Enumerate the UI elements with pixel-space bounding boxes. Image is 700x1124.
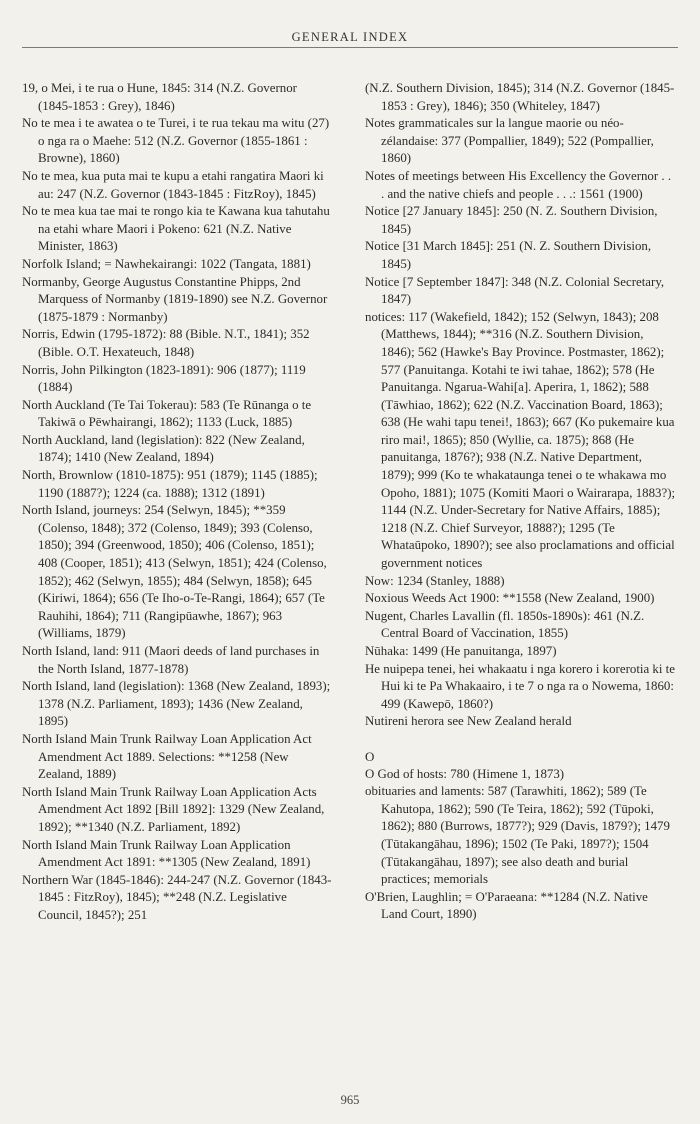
index-entry: 19, o Mei, i te rua o Hune, 1845: 314 (N.Z. Governor (1845-1853 : Grey), 1846): [22, 81, 297, 113]
index-entry: He nuipepa tenei, hei whakaatu i nga korero i korerotia ki te Hui ki te Pa Whakaairo, i te 7 o nga ra o Nowema, 1860: 499 (Kawepō, 1860?): [365, 661, 675, 711]
index-entry: Notes of meetings between His Excellency the Governor . . . and the native chiefs and people . . .: 1561 (1900): [365, 168, 672, 201]
index-entry: Noxious Weeds Act 1900: **1558 (New Zealand, 1900): [365, 591, 655, 606]
index-entry: Norris, Edwin (1795-1872): 88 (Bible. N.T., 1841); 352 (Bible. O.T. Hexateuch, 1848): [22, 327, 310, 359]
index-entry: North Island, land: 911 (Maori deeds of land purchases in the North Island, 1877-1878): [22, 644, 320, 676]
index-entry: Normanby, George Augustus Constantine Phipps, 2nd Marquess of Normanby (1819-1890) see N.Z. Governor (1875-1879 : Normanby): [22, 274, 328, 324]
index-entry: Norris, John Pilkington (1823-1891): 906 (1877); 1119 (1884): [22, 362, 306, 395]
index-entry: Notes grammaticales sur la langue maorie ou néo-zélandaise: 377 (Pompallier, 1849); 522 (Pompallier, 1860): [365, 116, 654, 166]
index-entry: Notice [31 March 1845]: 251 (N. Z. Southern Division, 1845): [365, 239, 652, 271]
index-entry: No te mea i te awatea o te Turei, i te rua tekau ma witu (27) o nga ra o Maehe: 512 (N.Z. Governor (1855-1861 : Browne), 1860): [22, 116, 330, 166]
left-column: [22, 80, 334, 925]
index-entry: North, Brownlow (1810-1875): 951 (1879); 1145 (1885); 1190 (1887?); 1224 (ca. 1888); 1312 (1891): [22, 468, 318, 500]
index-entry: North Island, land (legislation): 1368 (New Zealand, 1893); 1378 (N.Z. Parliament, 1893); 1436 (New Zealand, 1895): [22, 679, 331, 729]
index-entry: notices: 117 (Wakefield, 1842); 152 (Selwyn, 1843); 208 (Matthews, 1844); **316 (N.Z. Southern Division, 1846); 562 (Hawke's Bay Province. Postmaster, 1862); 577 (Panuitanga. Kotahi te iwi tahae, 1862); 578 (He Panuitanga. Ngarua-Wahi[a]. Aperira, 1, 1862); 588 (Tāwhiao, 1862); 622 (N.Z. Vaccination Board, 1863); 638 (He wahi tapu tenei!, 1863); 667 (Ko pukemaire kua riro mai!, 1865); 850 (Wyllie, ca. 1875); 868 (He panuitanga, 1876?); 938 (N.Z. Native Department, 1879); 999 (Ko te whakataunga tenei o te whakawa mo Opoho, 1881); 1075 (Komiti Maori o Wairarapa, 1883?); 1144 (N.Z. Under-Secretary for Native Affairs, 1885); 1218 (N.Z. Chief Surveyor, 1888?); 1295 (Te Whataūpoko, 1890?); see also proclamations and official government notices: [365, 309, 676, 571]
index-entry: O'Brien, Laughlin; = O'Paraeana: **1284 (N.Z. Native Land Court, 1890): [365, 889, 648, 922]
index-entry: North Auckland (Te Tai Tokerau): 583 (Te Rūnanga o te Takiwā o Pēwhairangi, 1862); 1133 (Luck, 1885): [22, 397, 312, 430]
index-entry: No te mea kua tae mai te rongo kia te Kawana kua tahutahu na etahi whare Maori i Pokeno: 621 (N.Z. Native Minister, 1863): [22, 204, 330, 254]
right-column: [365, 80, 677, 924]
index-entry: Now: 1234 (Stanley, 1888): [365, 573, 505, 588]
letter-section-heading: O: [365, 748, 375, 764]
page-number: 965: [340, 1093, 360, 1107]
header-rule: [22, 47, 678, 48]
index-entry: North Island Main Trunk Railway Loan Application Act Amendment Act 1889. Selections: **1258 (New Zealand, 1889): [22, 731, 312, 782]
running-head: GENERAL INDEX: [291, 30, 409, 44]
index-entry: Northern War (1845-1846): 244-247 (N.Z. Governor (1843-1845 : FitzRoy), 1845); **248 (N.Z. Legislative Council, 1845?); 251: [22, 872, 332, 922]
index-entry: North Auckland, land (legislation): 822 (New Zealand, 1874); 1410 (New Zealand, 1894): [22, 432, 305, 465]
index-entry: Notice [27 January 1845]: 250 (N. Z. Southern Division, 1845): [365, 204, 658, 236]
index-entry: obituaries and laments: 587 (Tarawhiti, 1862); 589 (Te Kahutopa, 1862); 590 (Te Teira, 1862); 592 (Tūpoki, 1862); 880 (Burrows, 1877?); 929 (Davis, 1879?); 1479 (Tūtakangāhau, 1896); 1502 (Te Paki, 1897?); 1504 (Tūtakangāhau, 1897); see also death and burial practices; memorials: [365, 784, 670, 887]
index-entry: Nugent, Charles Lavallin (fl. 1850s-1890s): 461 (N.Z. Central Board of Vaccination, 1855): [365, 608, 645, 641]
index-entry: (N.Z. Southern Division, 1845); 314 (N.Z. Governor (1845-1853 : Grey), 1846); 350 (Whiteley, 1847): [365, 81, 675, 113]
index-entry: Nutireni herora see New Zealand herald: [365, 714, 572, 729]
index-entry: Norfolk Island; = Nawhekairangi: 1022 (Tangata, 1881): [22, 256, 311, 271]
index-entry: Nūhaka: 1499 (He panuitanga, 1897): [365, 644, 557, 658]
index-entry: North Island Main Trunk Railway Loan Application Acts Amendment Act 1892 [Bill 1892]: 1329 (New Zealand, 1892); **1340 (N.Z. Parliament, 1892): [22, 784, 325, 834]
index-entry: North Island, journeys: 254 (Selwyn, 1845); **359 (Colenso, 1848); 372 (Colenso, 1849); 393 (Colenso, 1850); 394 (Greenwood, 1850); 406 (Colenso, 1851); 408 (Cooper, 1851); 413 (Selwyn, 1851); 424 (Colenso, 1852); 462 (Selwyn, 1855); 484 (Selwyn, 1858); 645 (Kiriwi, 1864); 656 (Te Iho-o-Te-Rangi, 1864); 657 (Te Rauhihi, 1864); 711 (Rangipūawhe, 1867); 963 (Williams, 1879): [22, 503, 327, 641]
index-entry: No te mea, kua puta mai te kupu a etahi rangatira Maori ki au: 247 (N.Z. Governor (1843-1845 : FitzRoy), 1845): [22, 168, 324, 201]
index-entry: O God of hosts: 780 (Himene 1, 1873): [365, 766, 565, 781]
index-entry: Notice [7 September 1847]: 348 (N.Z. Colonial Secretary, 1847): [365, 274, 665, 307]
index-entry: North Island Main Trunk Railway Loan Application Amendment Act 1891: **1305 (New Zealand, 1891): [22, 837, 311, 870]
